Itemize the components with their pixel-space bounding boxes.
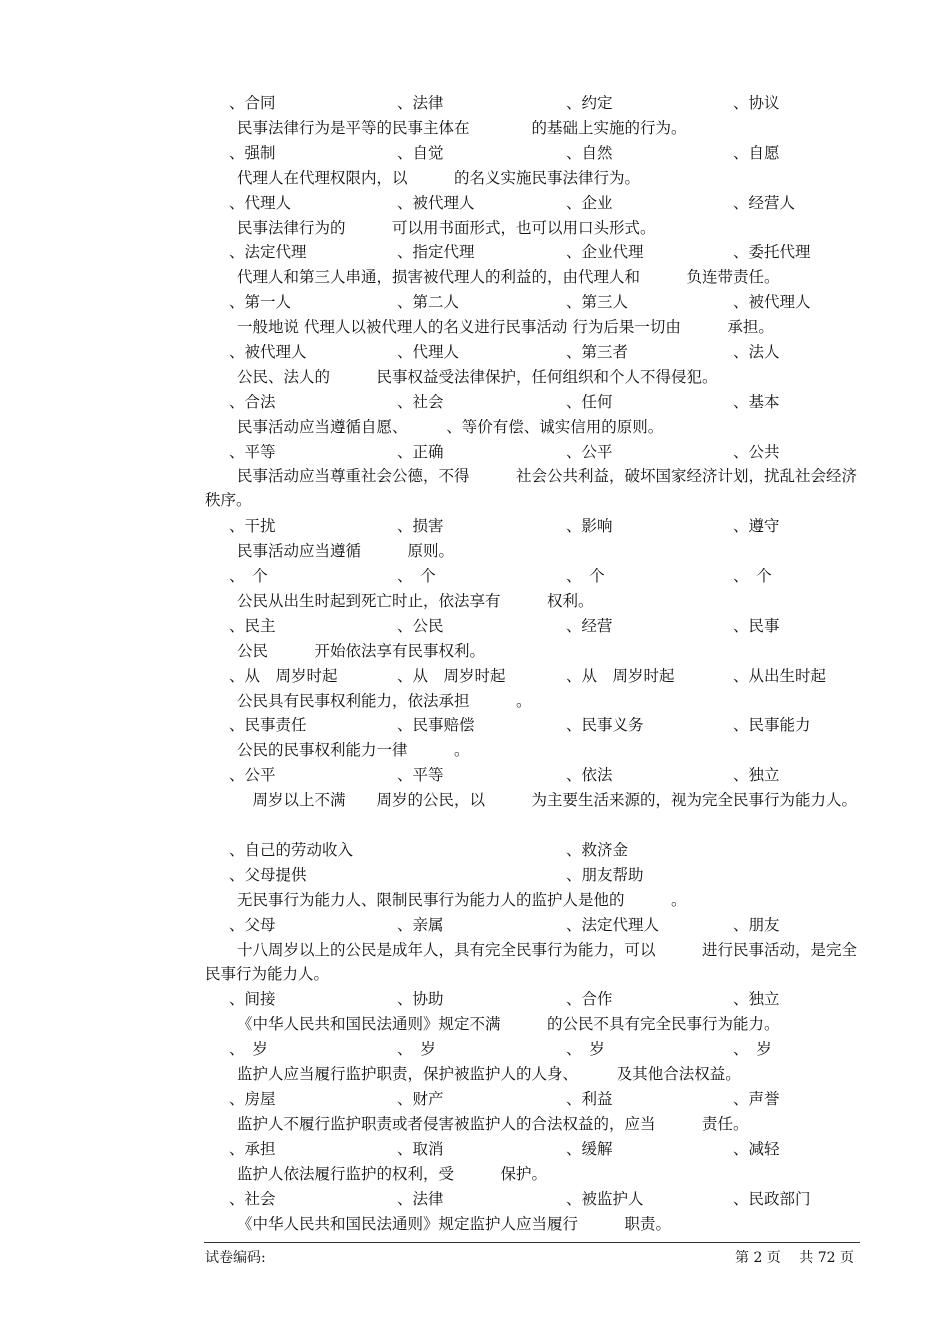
option-a[interactable]: 、 岁 xyxy=(229,1040,268,1058)
option-c[interactable]: 、企业代理 xyxy=(566,243,644,261)
question-text: 《中华人民共和国民法通则》规定不满 的公民不具有完全民事行为能力。 xyxy=(237,1015,780,1033)
option-d[interactable]: 、独立 xyxy=(733,766,780,784)
option-row xyxy=(0,614,950,638)
option-wide[interactable]: 、朋友帮助 xyxy=(566,866,644,884)
option-c[interactable]: 、被监护人 xyxy=(566,1190,644,1208)
option-b[interactable]: 、自觉 xyxy=(397,144,444,162)
question-text: 代理人在代理权限内，以 的名义实施民事法律行为。 xyxy=(237,169,641,187)
option-row xyxy=(0,1037,950,1061)
option-a[interactable]: 、合法 xyxy=(229,393,276,411)
question-text: 无民事行为能力人、限制民事行为能力人的监护人是他的 。 xyxy=(237,891,687,909)
option-b[interactable]: 、协助 xyxy=(397,990,444,1008)
option-c[interactable]: 、法定代理人 xyxy=(566,916,660,934)
option-d[interactable]: 、协议 xyxy=(733,94,780,112)
option-a[interactable]: 、平等 xyxy=(229,443,276,461)
question-row xyxy=(0,1012,950,1036)
option-b[interactable]: 、社会 xyxy=(397,393,444,411)
footer-exam-code: 试卷编码: xyxy=(205,1250,266,1266)
question-text: 民事活动应当遵循自愿、 、等价有偿、诚实信用的原则。 xyxy=(237,418,664,436)
question-row xyxy=(0,1112,950,1136)
option-a[interactable]: 、被代理人 xyxy=(229,343,307,361)
question-row xyxy=(0,1162,950,1186)
question-text: 公民从出生时起到死亡时止，依法享有 权利。 xyxy=(237,592,594,610)
question-row xyxy=(0,116,950,140)
option-c[interactable]: 、第三者 xyxy=(566,343,629,361)
option-row xyxy=(0,838,950,862)
question-row xyxy=(0,1062,950,1086)
question-text: 监护人不履行监护职责或者侵害被监护人的合法权益的，应当 责任。 xyxy=(237,1115,749,1133)
option-b[interactable]: 、代理人 xyxy=(397,343,460,361)
option-row xyxy=(0,191,950,215)
option-row xyxy=(0,141,950,165)
option-c[interactable]: 、经营 xyxy=(566,617,613,635)
question-text: 民事法律行为的 可以用书面形式，也可以用口头形式。 xyxy=(237,219,656,237)
option-a[interactable]: 、代理人 xyxy=(229,194,292,212)
option-a[interactable]: 、从 周岁时起 xyxy=(229,667,338,685)
footer-page-number: 第 2 页 共 72 页 xyxy=(735,1250,854,1266)
option-b[interactable]: 、第二人 xyxy=(397,293,460,311)
option-c[interactable]: 、依法 xyxy=(566,766,613,784)
option-row xyxy=(0,514,950,538)
option-wide[interactable]: 、救济金 xyxy=(566,841,629,859)
option-row xyxy=(0,390,950,414)
option-c[interactable]: 、从 周岁时起 xyxy=(566,667,675,685)
question-row xyxy=(0,938,950,983)
option-d[interactable]: 、法人 xyxy=(733,343,780,361)
option-a[interactable]: 、干扰 xyxy=(229,517,276,535)
option-d[interactable]: 、民事 xyxy=(733,617,780,635)
question-row xyxy=(0,365,950,389)
option-a[interactable]: 、间接 xyxy=(229,990,276,1008)
option-b[interactable]: 、从 周岁时起 xyxy=(397,667,506,685)
question-row xyxy=(0,216,950,240)
option-d[interactable]: 、从出生时起 xyxy=(733,667,827,685)
option-d[interactable]: 、独立 xyxy=(733,990,780,1008)
option-row xyxy=(0,987,950,1011)
option-b[interactable]: 、平等 xyxy=(397,766,444,784)
option-a[interactable]: 、父母 xyxy=(229,916,276,934)
option-c[interactable]: 、缓解 xyxy=(566,1140,613,1158)
option-d[interactable]: 、 个 xyxy=(733,567,772,585)
option-b[interactable]: 、取消 xyxy=(397,1140,444,1158)
option-b[interactable]: 、 个 xyxy=(397,567,436,585)
option-row xyxy=(0,1087,950,1111)
option-d[interactable]: 、被代理人 xyxy=(733,293,811,311)
option-b[interactable]: 、法律 xyxy=(397,1190,444,1208)
question-row xyxy=(0,888,950,912)
option-a[interactable]: 、社会 xyxy=(229,1190,276,1208)
option-c[interactable]: 、民事义务 xyxy=(566,716,644,734)
question-text: 公民的民事权利能力一律 。 xyxy=(237,741,470,759)
option-c[interactable]: 、 个 xyxy=(566,567,605,585)
option-row xyxy=(0,91,950,115)
option-d[interactable]: 、自愿 xyxy=(733,144,780,162)
option-b[interactable]: 、公民 xyxy=(397,617,444,635)
option-b[interactable]: 、法律 xyxy=(397,94,444,112)
question-row xyxy=(0,738,950,762)
option-a[interactable]: 、房屋 xyxy=(229,1090,276,1108)
question-text: 民事活动应当遵循 原则。 xyxy=(237,542,455,560)
option-d[interactable]: 、民政部门 xyxy=(733,1190,811,1208)
option-b[interactable]: 、损害 xyxy=(397,517,444,535)
option-d[interactable]: 、民事能力 xyxy=(733,716,811,734)
question-text: 一般地说 代理人以被代理人的名义进行民事活动 行为后果一切由 承担。 xyxy=(237,318,774,336)
question-text: 代理人和第三人串通，损害被代理人的利益的，由代理人和 负连带责任。 xyxy=(237,268,780,286)
option-row xyxy=(0,240,950,264)
option-c[interactable]: 、企业 xyxy=(566,194,613,212)
question-text: 周岁以上不满 周岁的公民，以 为主要生活来源的，视为完全民事行为能力人。 xyxy=(237,791,858,809)
option-a[interactable]: 、民事责任 xyxy=(229,716,307,734)
question-text: 监护人应当履行监护职责，保护被监护人的人身、 及其他合法权益。 xyxy=(237,1065,741,1083)
option-d[interactable]: 、基本 xyxy=(733,393,780,411)
question-text: 《中华人民共和国民法通则》规定监护人应当履行 职责。 xyxy=(237,1215,672,1233)
option-d[interactable]: 、委托代理 xyxy=(733,243,811,261)
option-wide[interactable]: 、自己的劳动收入 xyxy=(229,841,354,859)
option-c[interactable]: 、约定 xyxy=(566,94,613,112)
option-b[interactable]: 、 岁 xyxy=(397,1040,436,1058)
option-c[interactable]: 、任何 xyxy=(566,393,613,411)
option-d[interactable]: 、减轻 xyxy=(733,1140,780,1158)
question-row xyxy=(0,539,950,563)
question-row xyxy=(0,315,950,339)
question-row xyxy=(0,589,950,613)
question-row xyxy=(0,1212,950,1236)
option-b[interactable]: 、被代理人 xyxy=(397,194,475,212)
option-d[interactable]: 、公共 xyxy=(733,443,780,461)
option-d[interactable]: 、声誉 xyxy=(733,1090,780,1108)
option-c[interactable]: 、自然 xyxy=(566,144,613,162)
option-c[interactable]: 、第三人 xyxy=(566,293,629,311)
question-text: 公民、法人的 民事权益受法律保护，任何组织和个人不得侵犯。 xyxy=(237,368,718,386)
option-d[interactable]: 、 岁 xyxy=(733,1040,772,1058)
option-c[interactable]: 、影响 xyxy=(566,517,613,535)
option-row xyxy=(0,664,950,688)
option-b[interactable]: 、财产 xyxy=(397,1090,444,1108)
question-row xyxy=(0,464,950,509)
question-text: 十八周岁以上的公民是成年人，具有完全民事行为能力，可以 进行民事活动，是完全民事行为能力人。 xyxy=(205,941,858,983)
question-text: 公民具有民事权利能力，依法承担 。 xyxy=(237,692,532,710)
option-row xyxy=(0,440,950,464)
option-row xyxy=(0,713,950,737)
option-row xyxy=(0,290,950,314)
option-row xyxy=(0,1187,950,1211)
option-row xyxy=(0,1137,950,1161)
option-a[interactable]: 、民主 xyxy=(229,617,276,635)
option-c[interactable]: 、合作 xyxy=(566,990,613,1008)
question-text: 监护人依法履行监护的权利，受 保护。 xyxy=(237,1165,548,1183)
option-a[interactable]: 、承担 xyxy=(229,1140,276,1158)
option-a[interactable]: 、公平 xyxy=(229,766,276,784)
option-c[interactable]: 、 岁 xyxy=(566,1040,605,1058)
footer-rule xyxy=(204,1242,860,1243)
question-row xyxy=(0,788,950,812)
question-row xyxy=(0,166,950,190)
question-row xyxy=(0,689,950,713)
question-row xyxy=(0,415,950,439)
option-row xyxy=(0,763,950,787)
option-row xyxy=(0,564,950,588)
option-a[interactable]: 、合同 xyxy=(229,94,276,112)
option-row xyxy=(0,863,950,887)
option-b[interactable]: 、民事赔偿 xyxy=(397,716,475,734)
option-c[interactable]: 、利益 xyxy=(566,1090,613,1108)
question-text: 民事活动应当尊重社会公德，不得 社会公共利益，破坏国家经济计划，扰乱社会经济秩序。 xyxy=(205,467,858,509)
option-a[interactable]: 、 个 xyxy=(229,567,268,585)
option-b[interactable]: 、亲属 xyxy=(397,916,444,934)
option-a[interactable]: 、法定代理 xyxy=(229,243,307,261)
option-b[interactable]: 、正确 xyxy=(397,443,444,461)
option-wide[interactable]: 、父母提供 xyxy=(229,866,307,884)
question-text: 民事法律行为是平等的民事主体在 的基础上实施的行为。 xyxy=(237,119,687,137)
option-d[interactable]: 、朋友 xyxy=(733,916,780,934)
question-row xyxy=(0,639,950,663)
option-d[interactable]: 、经营人 xyxy=(733,194,796,212)
option-b[interactable]: 、指定代理 xyxy=(397,243,475,261)
option-a[interactable]: 、第一人 xyxy=(229,293,292,311)
option-d[interactable]: 、遵守 xyxy=(733,517,780,535)
option-row xyxy=(0,340,950,364)
option-a[interactable]: 、强制 xyxy=(229,144,276,162)
question-row xyxy=(0,265,950,289)
question-text: 公民 开始依法享有民事权利。 xyxy=(237,642,486,660)
option-row xyxy=(0,913,950,937)
option-c[interactable]: 、公平 xyxy=(566,443,613,461)
